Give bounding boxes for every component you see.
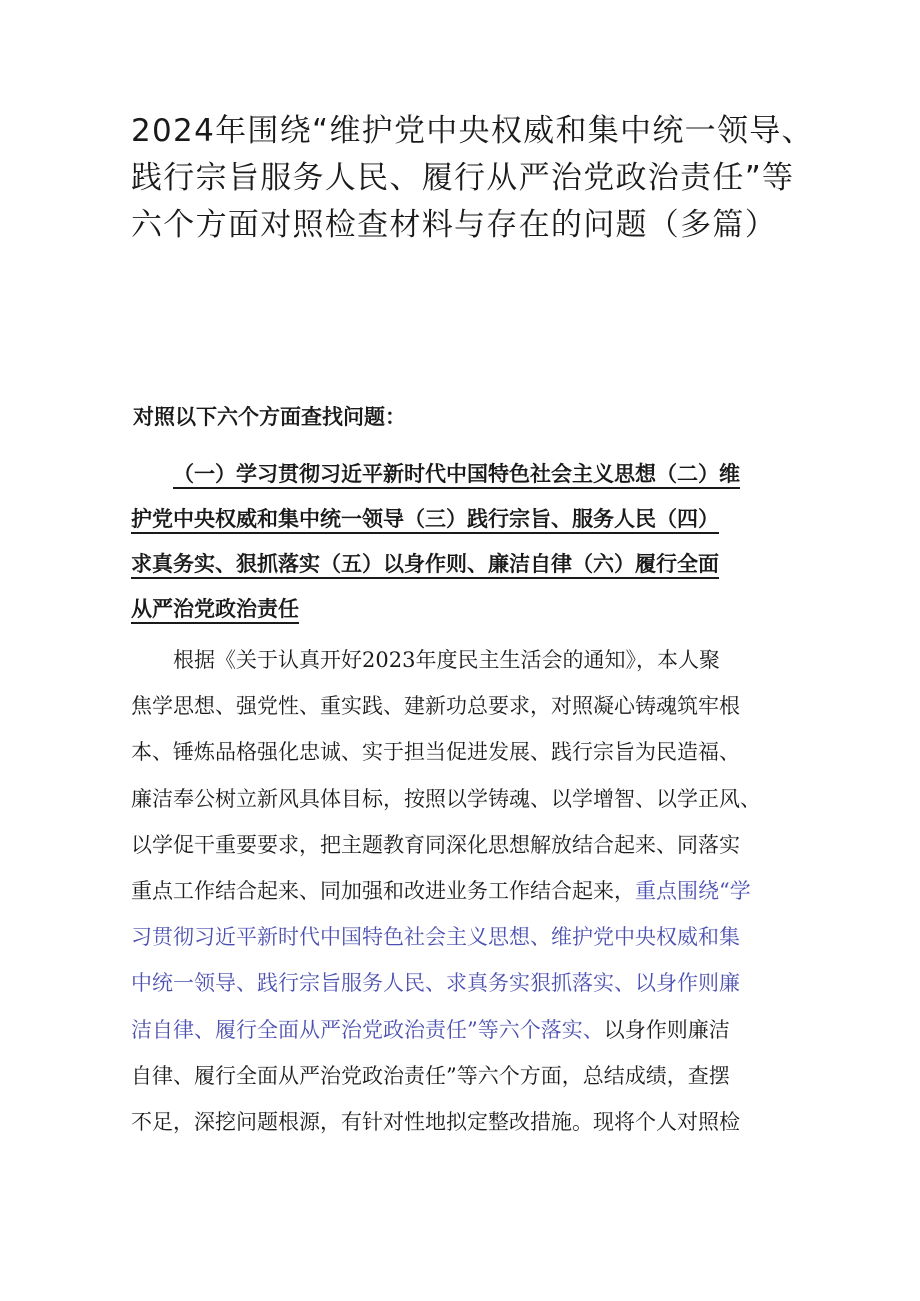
- body-line: 以学促干重要要求，把主题教育同深化思想解放结合起来、同落实: [131, 832, 740, 857]
- highlighted-text: 洁自律、履行全面从严治党政治责任”等六个落实、: [131, 1017, 604, 1042]
- body-line-text: 以身作则廉洁: [603, 1017, 730, 1042]
- highlighted-body-line: 习贯彻习近平新时代中国特色社会主义思想、维护党中央权威和集: [131, 925, 740, 950]
- body-line: 不足，深挖问题根源，有针对性地拟定整改措施。现将个人对照检: [131, 1110, 740, 1135]
- body-line: [131, 868, 811, 914]
- aspects-line: （一）学习贯彻习近平新时代中国特色社会主义思想（二）维: [173, 462, 740, 486]
- body-line: 廉洁奉公树立新风具体目标，按照以学铸魂、以学增智、以学正风、: [131, 786, 761, 811]
- six-aspects-list: [131, 452, 811, 632]
- title-line: 六个方面对照检查材料与存在的问题（多篇）: [131, 207, 777, 243]
- highlighted-body-line: 中统一领导、践行宗旨服务人民、求真务实狠抓落实、以身作则廉: [131, 971, 740, 996]
- document-title: [131, 108, 831, 249]
- section-heading: 对照以下六个方面查找问题：: [133, 405, 406, 429]
- body-paragraph: [131, 637, 811, 1145]
- body-line-text: 重点工作结合起来、同加强和改进业务工作结合起来，: [131, 879, 635, 904]
- highlighted-text: 重点围绕“学: [635, 879, 751, 904]
- body-line: 根据《关于认真开好2023年度民主生活会的通知》，本人聚: [173, 648, 720, 672]
- title-line: 2024年围绕“维护党中央权威和集中统一领导、: [131, 113, 814, 149]
- title-line: 践行宗旨服务人民、履行从严治党政治责任”等: [131, 160, 795, 196]
- body-line: 本、锤炼品格强化忠诚、实于担当促进发展、践行宗旨为民造福、: [131, 740, 740, 765]
- aspects-line: 求真务实、狠抓落实（五）以身作则、廉洁自律（六）履行全面: [131, 552, 719, 576]
- body-line: 焦学思想、强党性、重实践、建新功总要求，对照凝心铸魂筑牢根: [131, 694, 740, 719]
- body-line: [131, 1007, 811, 1053]
- aspects-line: 从严治党政治责任: [131, 597, 299, 621]
- aspects-line: 护党中央权威和集中统一领导（三）践行宗旨、服务人民（四）: [131, 507, 719, 531]
- body-line: 自律、履行全面从严治党政治责任”等六个方面，总结成绩，查摆: [131, 1063, 730, 1088]
